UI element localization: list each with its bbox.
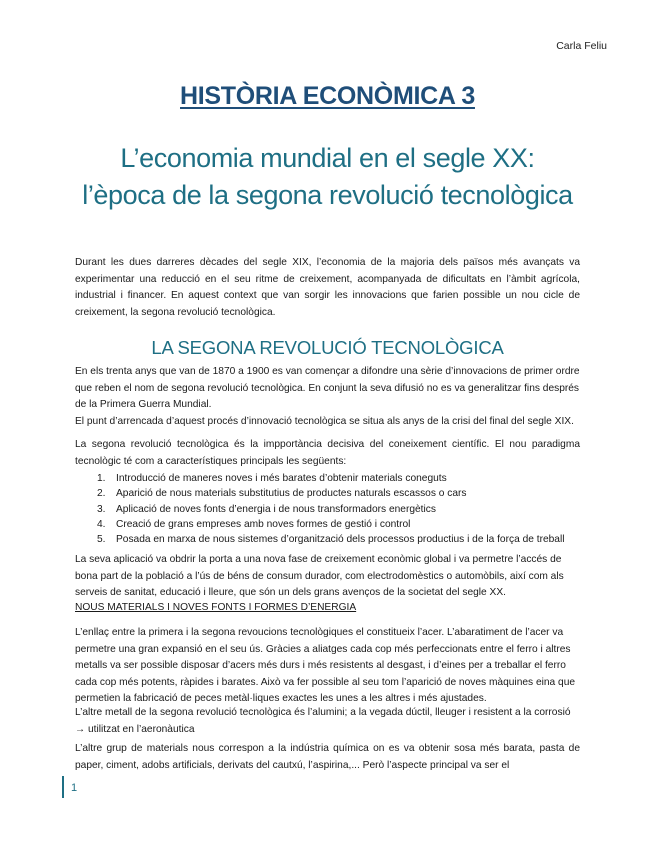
list-item-number: 5. (97, 534, 106, 546)
list-item-text: Aplicació de noves fonts d’energia i de nous transformadors energètics (116, 503, 436, 515)
section-heading: LA SEGONA REVOLUCIÓ TECNOLÒGICA (151, 337, 504, 358)
section-paragraph-4: La seva aplicació va obdrir la porta a una nova fase de creixement econòmic global i va permetre l’accés de bona part de la població a l’ús de béns de consum durador, com electrodomèstics o automòbils, així com als serveis de sanitat, educació i lleure, que són un dels grans avenços de la societat del segle XX. (75, 554, 564, 598)
list-item (97, 532, 577, 547)
document-subtitle: L’economia mundial en el segle XX: l’època de la segona revolució tecnològica (82, 143, 573, 210)
subsection-paragraph-1: L’enllaç entre la primera i la segona revoucions tecnològiques el constitueix l’acer. L’abaratiment de l’acer va permetre una gran expansió en el seu ús. Gràcies a aliatges cada cop més perfeccionats entre el ferro i altres metalls va ser possible disposar d’acers més durs i més resistents al desgast, i d’eines per a treballar el ferro cada cop més potents, ràpides i barates. Això va fer possible al seu tom l’aparició de noves màquines eina que permetien la fabricació de peces metàl·liques exactes les unes a les altres i més ajustades. (75, 627, 576, 704)
list-item (97, 517, 577, 532)
list-item-number: 3. (97, 503, 106, 515)
list-item-text: Introducció de maneres noves i més barates d’obtenir materials coneguts (116, 473, 447, 484)
document-title: HISTÒRIA ECONÒMICA 3 (180, 82, 475, 110)
author-name: Carla Feliu (556, 40, 607, 52)
intro-paragraph: Durant les dues darreres dècades del segle XIX, l’economia de la majoria dels països més avançats va experimentar una reducció en el seu ritme de creixement, acompanyada de dificultats en l’àmbit agrícola, industrial i financer. En aquest context que van sorgir les innovacions que farien possible un nou cicle de creixement, la segona revolució tecnològica. (75, 257, 580, 318)
list-item (97, 502, 577, 517)
subsection-heading: NOUS MATERIALS I NOVES FONTS I FORMES D’ENERGIA (75, 602, 357, 613)
subsection-paragraph-2: L’altre metall de la segona revolució tecnològica és l’alumini; a la vegada dúctil, lleuger i resistent a la corrosió → utilitzat en l’aeronàutica (75, 707, 571, 735)
list-item-number: 1. (97, 473, 106, 484)
section-paragraph-2: El punt d’arrencada d’aquest procés d’innovació tecnològica se situa als anys de la crisi del final del segle XIX. (75, 416, 574, 427)
list-item-text: Aparició de nous materials substitutius de productes naturals escassos o cars (116, 488, 467, 500)
list-item (97, 471, 577, 486)
characteristics-list (97, 471, 577, 547)
page-number-bar (62, 776, 64, 798)
list-item (97, 486, 577, 501)
subsection-paragraph-3: L’altre grup de materials nous correspon a la indústria química on es va obtenir sosa més barata, pasta de paper, ciment, adobs artificials, derivats del cautxú, l’aspirina,... Però l’aspecte principal va ser el (75, 743, 580, 771)
list-item-text: Posada en marxa de nous sistemes d’organització dels processos productius i de la força de treball (116, 534, 565, 546)
list-item-number: 4. (97, 518, 106, 530)
section-paragraph-1: En els trenta anys que van de 1870 a 1900 es van començar a difondre una sèrie d’innovacions de primer ordre que reben el nom de segona revolució tecnològica. En conjunt la seva difusió no es va generalitzar fins després de la Primera Guerra Mundial. (75, 366, 580, 410)
list-item-number: 2. (97, 488, 106, 500)
list-item-text: Creació de grans empreses amb noves formes de gestió i control (116, 518, 411, 530)
page-number: 1 (71, 782, 78, 794)
section-paragraph-3: La segona revolució tecnològica és la impportància decisiva del coneixement científic. El nou paradigma tecnològic té com a característiques principals les següents: (75, 439, 580, 467)
